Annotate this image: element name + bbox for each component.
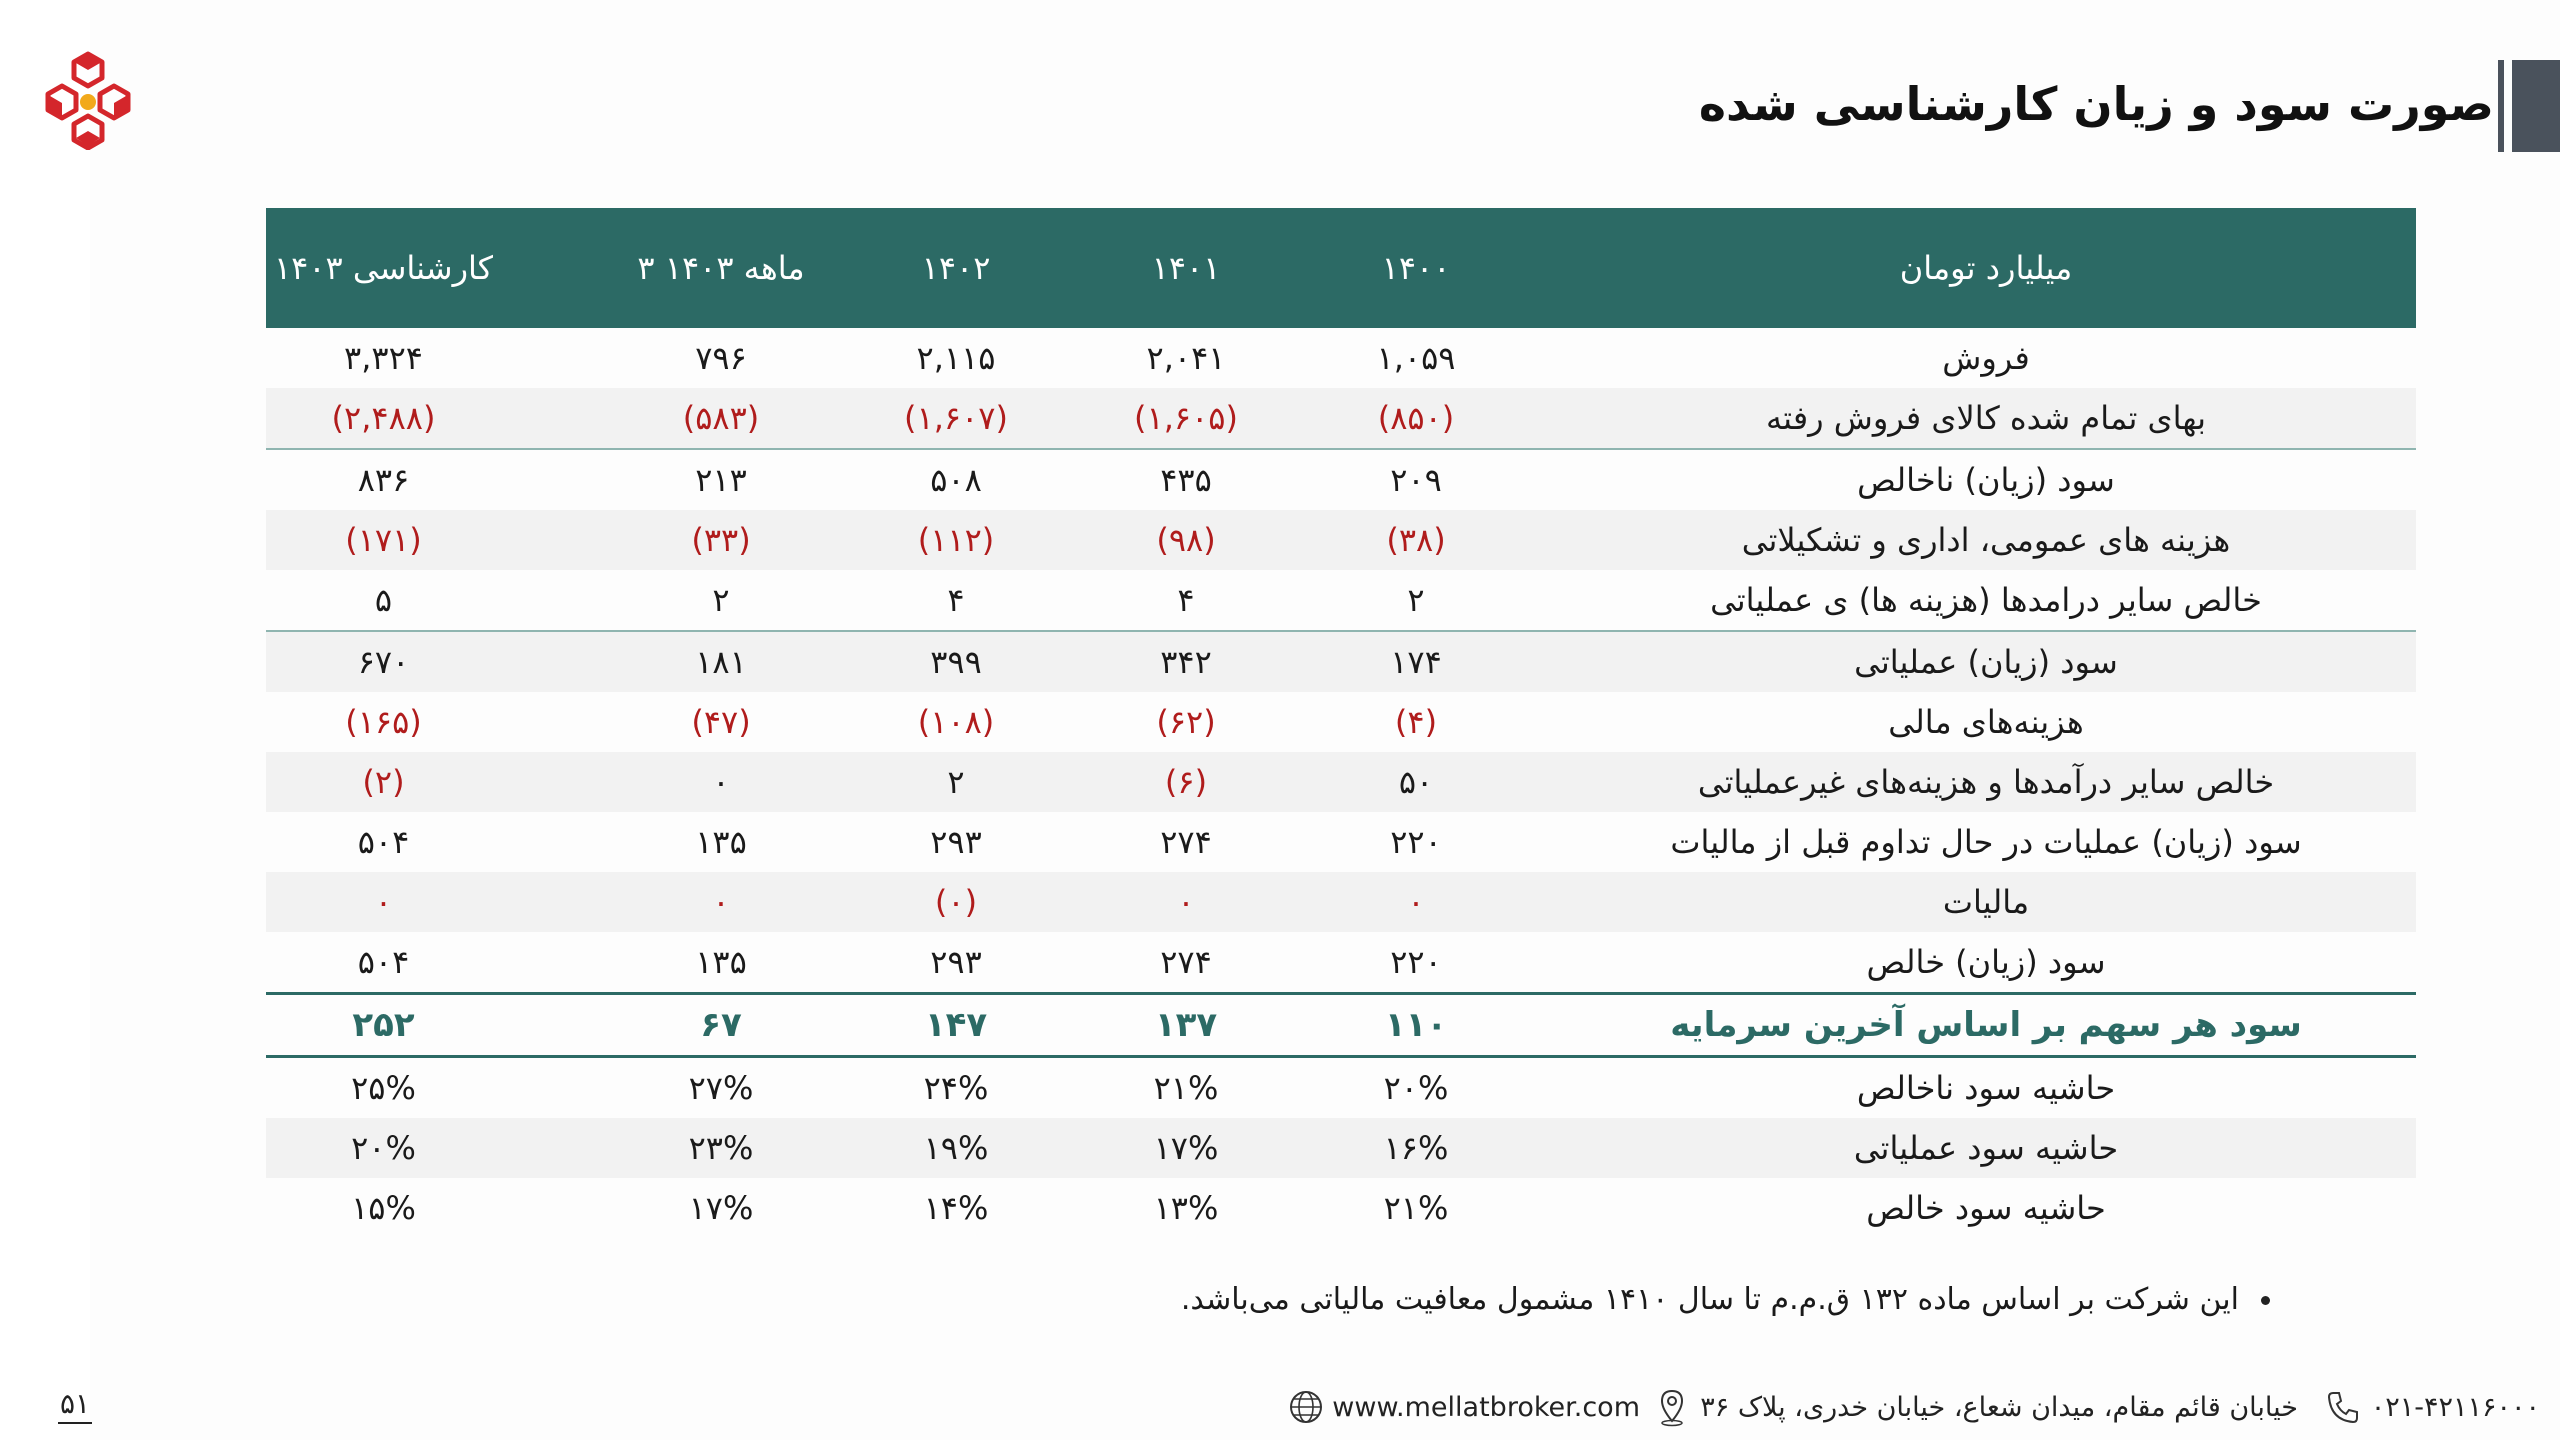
cell-value: (۰) — [934, 883, 978, 921]
cell-value: ۱۴% — [923, 1189, 989, 1227]
cell-value: ۱۳۵ — [695, 823, 747, 861]
table-row — [266, 1118, 2416, 1178]
cell-value: (۸۵۰) — [1377, 399, 1455, 437]
row-label: خالص سایر درامدها (هزینه ها) ی عملیاتی — [1710, 581, 2262, 619]
cell-value: ۶۷ — [700, 1005, 742, 1045]
cell-value: (۶۲) — [1156, 703, 1216, 741]
cell-value: (۱,۶۰۵) — [1134, 399, 1238, 437]
bullet-icon — [2261, 1296, 2270, 1305]
cell-value: ۱۶% — [1383, 1129, 1449, 1167]
cell-value: ۸۳۶ — [357, 461, 410, 499]
footer-phone — [2323, 1384, 2540, 1430]
table-header — [266, 208, 2416, 328]
row-label: سود (زیان) عملیات در حال تداوم قبل از مالیات — [1670, 823, 2302, 861]
cell-value: ۳,۳۲۴ — [344, 339, 423, 377]
cell-value: ۲۰% — [1383, 1069, 1449, 1107]
cell-value: (۲) — [362, 763, 405, 801]
cell-value: (۵۸۳) — [682, 399, 760, 437]
cell-value: ۵۰۴ — [357, 823, 410, 861]
cell-value: ۲ — [712, 581, 730, 619]
header-unit: میلیارد تومان — [1899, 249, 2073, 287]
cell-value: ۰ — [1177, 883, 1195, 921]
table-row — [266, 388, 2416, 448]
cell-value: ۳۹۹ — [930, 643, 982, 681]
cell-value: ۲۰% — [351, 1129, 416, 1167]
cell-value: ۲۳% — [688, 1129, 754, 1167]
header-3m-1403: ۳ ماهه ۱۴۰۳ — [637, 249, 805, 287]
cell-value: ۵۰۸ — [930, 461, 982, 499]
globe-icon — [1286, 1387, 1326, 1427]
table-row — [266, 1178, 2416, 1238]
header-1402: ۱۴۰۲ — [921, 249, 991, 287]
row-label: سود هر سهم بر اساس آخرین سرمایه — [1670, 1005, 2302, 1045]
phone-number: ۰۲۱-۴۲۱۱۶۰۰۰ — [2370, 1391, 2540, 1423]
cell-value: ۰ — [712, 763, 730, 801]
cell-value: ۲۹۳ — [930, 823, 982, 861]
table-row — [266, 812, 2416, 872]
cell-value: ۲۲۰ — [1390, 943, 1442, 981]
cell-value: ۲۷۴ — [1160, 823, 1212, 861]
cell-value: (۱۱۲) — [917, 521, 995, 559]
row-label: سود (زیان) عملیاتی — [1854, 643, 2118, 681]
cell-value: ۷۹۶ — [695, 339, 747, 377]
cell-value: ۲۷% — [688, 1069, 754, 1107]
cell-value: (۳۳) — [691, 521, 751, 559]
title-accent-bar — [2512, 60, 2560, 152]
cell-value: ۲ — [947, 763, 965, 801]
cell-value: ۱۷% — [688, 1189, 754, 1227]
cell-value: ۲۱% — [1383, 1189, 1449, 1227]
footer-website[interactable] — [1286, 1384, 1640, 1430]
cell-value: ۴ — [1177, 581, 1195, 619]
table-row — [266, 630, 2416, 692]
cell-value: ۲۹۳ — [930, 943, 982, 981]
header-1401: ۱۴۰۱ — [1151, 249, 1221, 287]
cell-value: ۲۴% — [923, 1069, 989, 1107]
cell-value: ۱۱۰ — [1384, 1005, 1448, 1045]
table-row — [266, 872, 2416, 932]
cell-value: ۲ — [1407, 581, 1425, 619]
row-label: بهای تمام شده کالای فروش رفته — [1766, 399, 2206, 437]
row-label: حاشیه سود عملیاتی — [1853, 1129, 2119, 1167]
cell-value: ۱۷۴ — [1390, 643, 1442, 681]
row-label: فروش — [1942, 339, 2030, 377]
website-link[interactable]: www.mellatbroker.com — [1332, 1391, 1640, 1423]
footer — [560, 1380, 2560, 1440]
cell-value: ۲,۱۱۵ — [916, 339, 996, 377]
cell-value: ۲۵% — [351, 1069, 416, 1107]
footer-address — [1652, 1384, 2298, 1430]
cell-value: ۵۰۴ — [357, 943, 410, 981]
table-row-eps — [266, 992, 2416, 1055]
cell-value: ۲۱۳ — [695, 461, 747, 499]
table-row — [266, 752, 2416, 812]
cell-value: (۴۷) — [691, 703, 751, 741]
cell-value: ۱۹% — [923, 1129, 989, 1167]
table-row — [266, 570, 2416, 630]
row-label: سود (زیان) ناخالص — [1857, 461, 2115, 499]
table-row — [266, 1055, 2416, 1118]
cell-value: ۲۷۴ — [1160, 943, 1212, 981]
page-number: ۵۱ — [58, 1386, 92, 1424]
cell-value: ۶۷۰ — [357, 643, 410, 681]
cell-value: (۱,۶۰۷) — [904, 399, 1008, 437]
header-1400: ۱۴۰۰ — [1381, 249, 1451, 287]
cell-value: ۰ — [374, 883, 393, 921]
cell-value: (۴) — [1394, 703, 1438, 741]
cell-value: ۰ — [1407, 883, 1425, 921]
address-text: خیابان قائم مقام، میدان شعاع، خیابان خدری، پلاک ۳۶ — [1700, 1391, 2298, 1423]
cell-value: ۵ — [374, 581, 393, 619]
table-row — [266, 932, 2416, 992]
cell-value: ۳۴۲ — [1160, 643, 1212, 681]
income-statement-table — [266, 208, 2416, 1238]
cell-value: (۱۰۸) — [917, 703, 995, 741]
table-row — [266, 510, 2416, 570]
cell-value: ۱,۰۵۹ — [1376, 339, 1456, 377]
cell-value: ۱۳% — [1153, 1189, 1219, 1227]
table-row — [266, 328, 2416, 388]
cell-value: ۱۷% — [1153, 1129, 1219, 1167]
cell-value: ۱۸۱ — [695, 643, 747, 681]
table-row — [266, 692, 2416, 752]
cell-value: ۲۱% — [1153, 1069, 1219, 1107]
row-label: مالیات — [1942, 883, 2030, 921]
row-label: هزینه‌های مالی — [1888, 703, 2084, 741]
location-pin-icon — [1652, 1387, 1692, 1427]
cell-value: ۵۰ — [1398, 763, 1434, 801]
cell-value: (۱۷۱) — [345, 521, 422, 559]
note-text: این شرکت بر اساس ماده ۱۳۲ ق.م.م تا سال ۱۴۱۰ مشمول معافیت مالیاتی می‌باشد. — [1180, 1282, 2239, 1317]
cell-value: ۲۲۰ — [1390, 823, 1442, 861]
cell-value: ۱۵% — [351, 1189, 416, 1227]
cell-value: ۱۳۵ — [695, 943, 747, 981]
cell-value: ۴ — [947, 581, 965, 619]
cell-value: (۹۸) — [1156, 521, 1216, 559]
cell-value: (۶) — [1164, 763, 1208, 801]
cell-value: ۲,۰۴۱ — [1146, 339, 1226, 377]
cell-value: ۲۰۹ — [1390, 461, 1442, 499]
row-label: خالص سایر درآمدها و هزینه‌های غیرعملیاتی — [1697, 763, 2275, 801]
header-forecast-1403: کارشناسی ۱۴۰۳ — [273, 249, 494, 287]
cell-value: ۰ — [712, 883, 730, 921]
row-label: حاشیه سود ناخالص — [1856, 1069, 2116, 1107]
cell-value: ۴۳۵ — [1160, 461, 1212, 499]
cell-value: ۱۴۷ — [924, 1005, 988, 1045]
company-logo — [40, 50, 136, 150]
tax-exemption-note — [1181, 1282, 2270, 1317]
row-label: سود (زیان) خالص — [1866, 943, 2106, 981]
page-title: صورت سود و زیان کارشناسی شده — [1698, 77, 2494, 131]
cell-value: (۳۸) — [1386, 521, 1446, 559]
row-label: حاشیه سود خالص — [1866, 1189, 2106, 1227]
phone-icon — [2323, 1387, 2363, 1427]
cell-value: ۲۵۲ — [352, 1005, 415, 1045]
row-label: هزینه های عمومی، اداری و تشکیلاتی — [1741, 521, 2231, 559]
cell-value: (۱۶۵) — [345, 703, 422, 741]
table-row — [266, 448, 2416, 510]
cell-value: ۱۳۷ — [1154, 1005, 1218, 1045]
cell-value: (۲,۴۸۸) — [331, 399, 436, 437]
